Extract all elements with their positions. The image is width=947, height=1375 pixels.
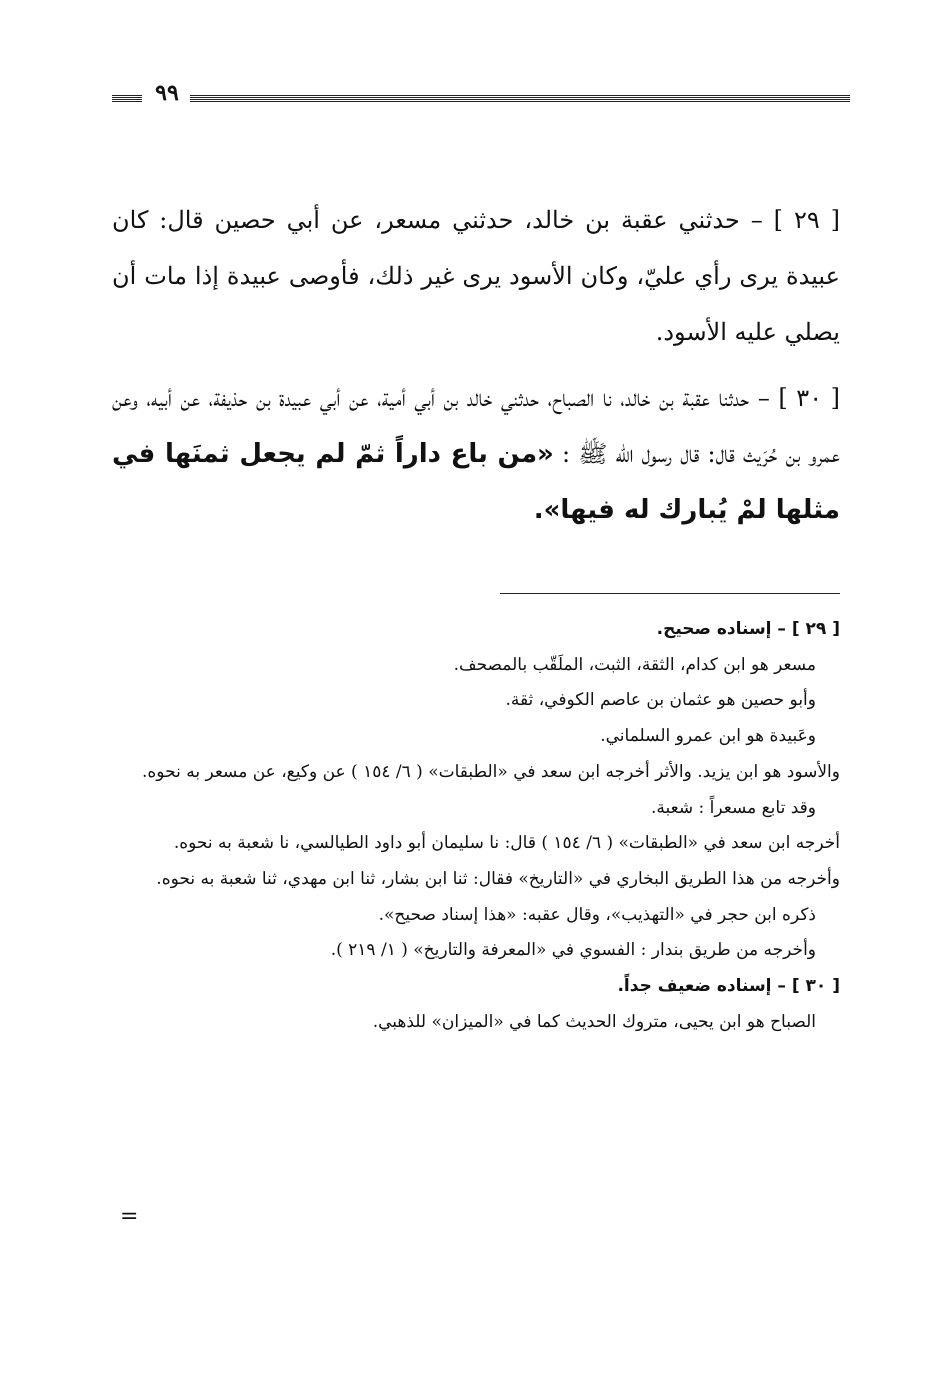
paragraph-29: [ ٢٩ ] – حدثني عقبة بن خالد، حدثني مسعر، عن أبي حصين قال: كان عبيدة يرى رأي عليّ، وكان الأسود يرى غير ذلك، فأوصى عبيدة إذا مات أن يصلي عليه الأسود. bbox=[112, 206, 840, 346]
footnote-line: وعَبيدة هو ابن عمرو السلماني. bbox=[600, 726, 816, 747]
footnotes bbox=[112, 612, 840, 1040]
footnote-line: وأخرجه من طريق بندار : الفسوي في «المعرفة والتاريخ» ( ١/ ٢١٩ ). bbox=[330, 940, 816, 961]
header-rule-short bbox=[112, 95, 142, 103]
header-rule-long bbox=[190, 95, 850, 103]
footnote-29-heading: [ ٢٩ ] – إسناده صحيح. bbox=[656, 619, 840, 639]
footnote-line: ذكره ابن حجر في «التهذيب»، وقال عقبه: «هذا إسناد صحيح». bbox=[378, 904, 816, 925]
footnote-line: الصباح هو ابن يحيى، متروك الحديث كما في «الميزان» للذهبي. bbox=[372, 1011, 816, 1032]
footnote-30-heading: [ ٣٠ ] – إسناده ضعيف جداً. bbox=[617, 976, 840, 997]
paragraph-30 bbox=[112, 370, 840, 538]
paragraph-30-intro: [ ٣٠ ] – حدثنا عقبة بن خالد، نا الصباح، حدثني خالد بن أبي أمية، عن أبي عبيدة بن حذيفة، عن أبيه، وعن عمرو بن حُرَيث قال: قال رسول الله ﷺ : bbox=[112, 384, 840, 468]
hadith-text: «من باع داراً ثمّ لم يجعل ثمنَها في مثلها لمْ يُبارك له فيها». bbox=[112, 439, 840, 525]
footnote-line: وقد تابع مسعراً : شعبة. bbox=[651, 797, 816, 818]
page-number: ٩٩ bbox=[155, 80, 179, 106]
main-text bbox=[112, 192, 840, 548]
footnote-line: مسعر هو ابن كدام، الثقة، الثبت، الملَقّب بالمصحف. bbox=[453, 654, 816, 675]
continuation-mark: = bbox=[120, 1204, 139, 1229]
footnote-divider bbox=[500, 593, 840, 594]
footnote-line: وأخرجه من هذا الطريق البخاري في «التاريخ» فقال: ثنا ابن بشار، ثنا ابن مهدي، ثنا شعبة به نحوه. bbox=[156, 868, 840, 889]
footnote-line: وأبو حصين هو عثمان بن عاصم الكوفي، ثقة. bbox=[505, 690, 816, 711]
page-header bbox=[112, 80, 850, 112]
footnote-line: أخرجه ابن سعد في «الطبقات» ( ٦/ ١٥٤ ) قال: نا سليمان أبو داود الطيالسي، نا شعبة به نحوه. bbox=[173, 833, 840, 854]
footnote-line: والأسود هو ابن يزيد. والأثر أخرجه ابن سعد في «الطبقات» ( ٦/ ١٥٤ ) عن وكيع، عن مسعر به نحوه. bbox=[142, 761, 840, 782]
